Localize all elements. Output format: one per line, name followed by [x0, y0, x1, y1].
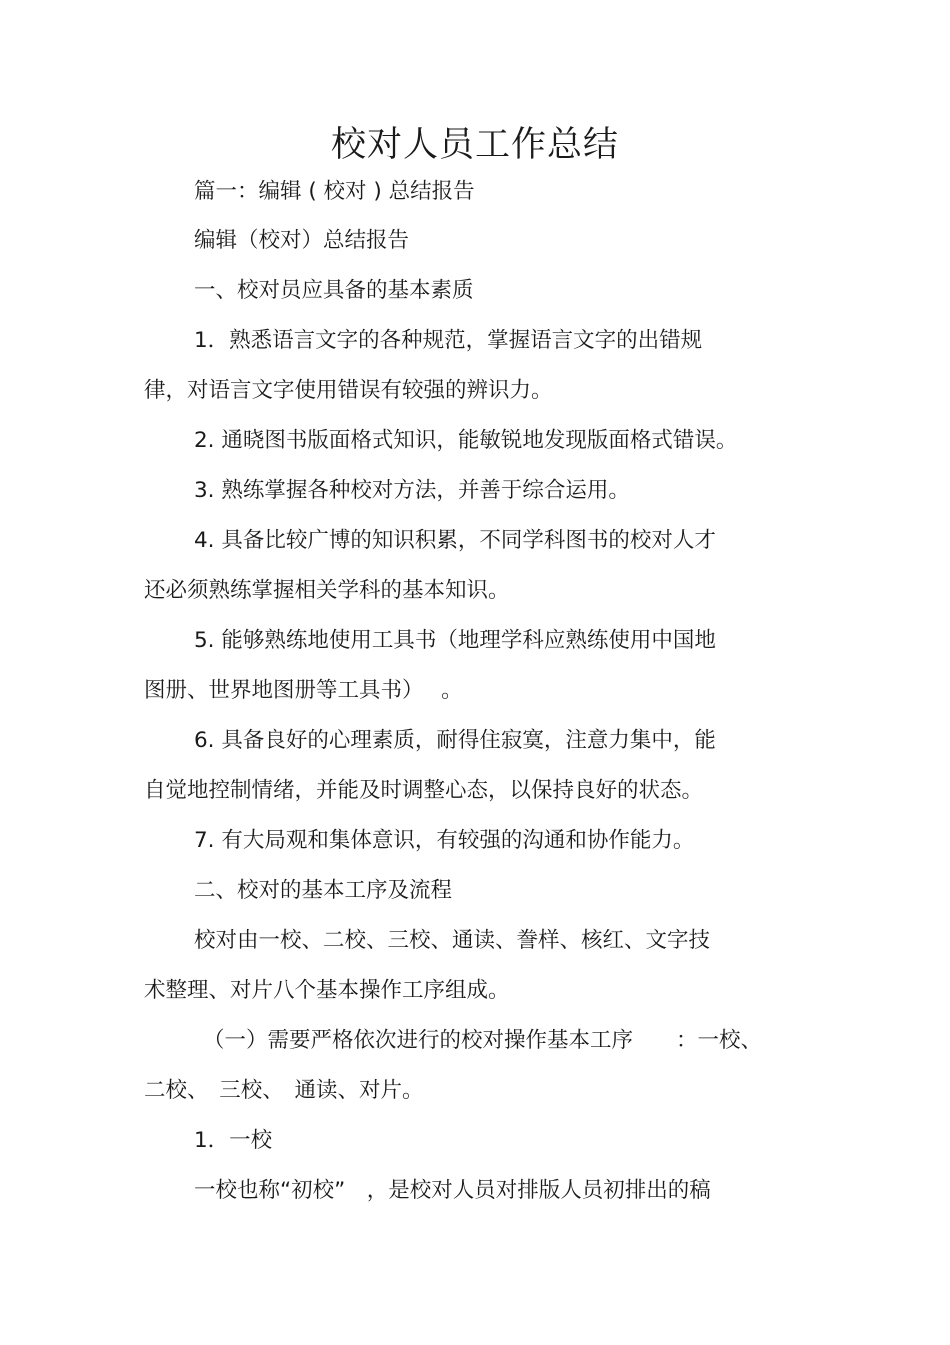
paragraph-line: 图册、世界地图册等工具书） 。	[144, 678, 463, 703]
section-heading-1: 一、校对员应具备的基本素质	[194, 278, 474, 303]
section-heading-part-one: 篇一：编辑 ( 校对 ) 总结报告	[194, 179, 475, 204]
paragraph-line: 1．熟悉语言文字的各种规范，掌握语言文字的出错规	[194, 328, 703, 353]
report-heading: 编辑（校对）总结报告	[194, 228, 410, 253]
paragraph-line: 一校也称“初校” ，是校对人员对排版人员初排出的稿	[194, 1178, 711, 1203]
paragraph-line: 5. 能够熟练地使用工具书（地理学科应熟练使用中国地	[194, 628, 716, 653]
paragraph-line: 7. 有大局观和集体意识，有较强的沟通和协作能力。	[194, 828, 695, 853]
paragraph-line: 2. 通晓图书版面格式知识，能敏锐地发现版面格式错误。	[194, 428, 738, 453]
document-title: 校对人员工作总结	[330, 125, 619, 165]
paragraph-line: 校对由一校、二校、三校、通读、誊样、核红、文字技	[194, 928, 711, 953]
paragraph-line: 自觉地控制情绪，并能及时调整心态，以保持良好的状态。	[144, 778, 704, 803]
paragraph-line: 4. 具备比较广博的知识积累，不同学科图书的校对人才	[194, 528, 716, 553]
subsection-heading: （一）需要严格依次进行的校对操作基本工序 ：一校、	[203, 1028, 763, 1053]
item-heading: 1．一校	[194, 1128, 273, 1153]
paragraph-line: 6. 具备良好的心理素质，耐得住寂寞，注意力集中，能	[194, 728, 716, 753]
paragraph-line: 二校、 三校、 通读、对片。	[144, 1078, 424, 1103]
section-heading-2: 二、校对的基本工序及流程	[194, 878, 453, 903]
paragraph-line: 律，对语言文字使用错误有较强的辨识力。	[144, 378, 553, 403]
paragraph-line: 还必须熟练掌握相关学科的基本知识。	[144, 578, 510, 603]
paragraph-line: 3. 熟练掌握各种校对方法，并善于综合运用。	[194, 478, 630, 503]
paragraph-line: 术整理、对片八个基本操作工序组成。	[144, 978, 510, 1003]
